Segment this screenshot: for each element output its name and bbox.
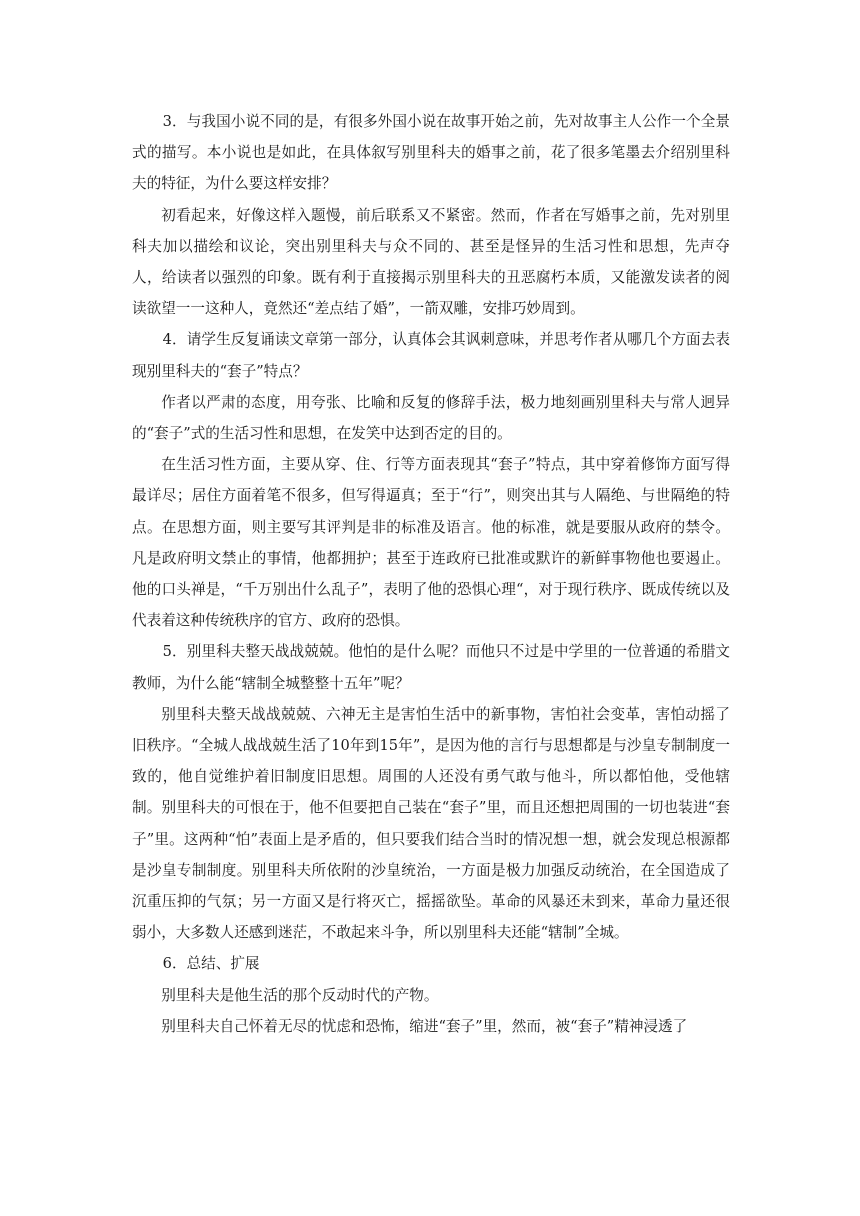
summary-paragraph-2: 别里科夫自己怀着无尽的忧虑和恐怖，缩进“套子”里，然而，被“套子”精神浸透了 (161, 1017, 688, 1035)
answer-4-detail: 在生活习性方面，主要从穿、住、行等方面表现其“套子”特点，其中穿着修饰方面写得最详尽；居住方面着笔不很多，但写得逼真；至于“行”，则突出其与人隔绝、与世隔绝的特点。在思想方面，则主要写其评判是非的标准及语言。他的标准，就是要服从政府的禁令。凡是政府明文禁止的事情，他都拥护；甚至于连政府已批准或默许的新鲜事物他也要遏止。他的口头禅是，“千万别出什么乱子”，表明了他的恐惧心理“，对于现行秩序、既成传统以及代表着这种传统秩序的官方、政府的恐惧。 (132, 456, 730, 630)
question-3: 3．与我国小说不同的是，有很多外国小说在故事开始之前，先对故事主人公作一个全景式的描写。本小说也是如此，在具体叙写别里科夫的婚事之前，花了很多笔墨去介绍别里科夫的特征，为什么要这样安排？ (132, 113, 730, 193)
question-5: 5．别里科夫整天战战兢兢。他怕的是什么呢？而他只不过是中学里的一位普通的希腊文教师，为什么能“辖制全城整整十五年”呢？ (132, 643, 730, 692)
answer-3: 初看起来，好像这样入题慢，前后联系又不紧密。然而，作者在写婚事之前，先对别里科夫加以描绘和议论，突出别里科夫与众不同的、甚至是怪异的生活习性和思想，先声夺人，给读者以强烈的印象。既有利于直接揭示别里科夫的丑恶腐朽本质，又能激发读者的阅读欲望一一这种人，竟然还“差点结了婚”，一箭双雕，安排巧妙周到。 (132, 206, 730, 318)
summary-paragraph-1: 别里科夫是他生活的那个反动时代的产物。 (161, 986, 439, 1004)
section-6-heading: 6．总结、扩展 (162, 955, 260, 973)
question-4: 4．请学生反复诵读文章第一部分，认真体会其讽刺意味，并思考作者从哪几个方面去表现别里科夫的“套子”特点？ (132, 331, 730, 380)
document-page (132, 106, 730, 1042)
answer-5: 别里科夫整天战战兢兢、六神无主是害怕生活中的新事物，害怕社会变革，害怕动摇了旧秩序。“全城人战战兢生活了10年到15年”，是因为他的言行与思想都是与沙皇专制制度一致的，他自觉维护着旧制度旧思想。周围的人还没有勇气敢与他斗，所以都怕他，受他辖制。别里科夫的可恨在于，他不但要把自己装在“套子”里，而且还想把周围的一切也装进“套子”里。这两种“怕”表面上是矛盾的，但只要我们结合当时的情况想一想，就会发现总根源都是沙皇专制制度。别里科夫所依附的沙皇统治，一方面是极力加强反动统治，在全国造成了沉重压抑的气氛；另一方面又是行将灭亡，摇摇欲坠。革命的风暴还未到来，革命力量还很弱小，大多数人还感到迷茫，不敢起来斗争，所以别里科夫还能“辖制”全城。 (132, 705, 730, 942)
answer-4-intro: 作者以严肃的态度，用夸张、比喻和反复的修辞手法，极力地刻画别里科夫与常人迥异的“套子”式的生活习性和思想，在发笑中达到否定的目的。 (132, 393, 730, 443)
